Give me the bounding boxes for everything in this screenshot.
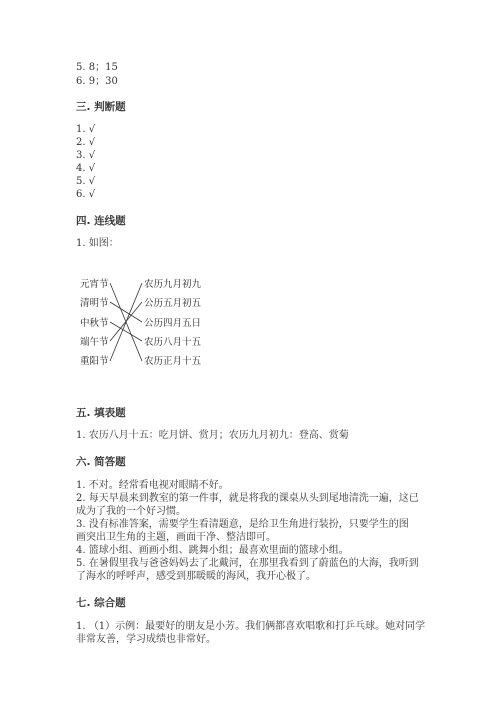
section-heading-fill-table: 五. 填表题 bbox=[76, 407, 126, 419]
date-label: 公历五月初五 bbox=[144, 298, 202, 309]
festival-label: 元宵节 bbox=[80, 279, 109, 290]
comprehensive-line: 1. （1）示例：最要好的朋友是小芳。我们俩都喜欢唱歌和打乒乓球。她对同学 bbox=[76, 621, 426, 632]
date-label: 农历正月十五 bbox=[144, 356, 202, 367]
answer-line-5: 5. 8；15 bbox=[76, 62, 118, 73]
date-label: 公历四月五日 bbox=[144, 318, 202, 329]
short-answer-line: 2. 每天早晨来到教室的第一件事，就是将我的课桌从头到尾地清洗一遍，这已 bbox=[76, 493, 419, 504]
short-answer-line: 3. 没有标准答案，需要学生看清题意，是给卫生角进行装扮，只要学生的图 bbox=[76, 519, 409, 530]
matching-intro: 1. 如图： bbox=[76, 238, 119, 249]
short-answer-line: 画突出卫生角的主题，画面干净、整洁即可。 bbox=[76, 532, 276, 543]
date-label: 农历九月初九 bbox=[144, 279, 202, 290]
match-line bbox=[110, 322, 142, 341]
comprehensive-line: 非常友善，学习成绩也非常好。 bbox=[76, 634, 216, 645]
judgement-item: 2. √ bbox=[76, 137, 96, 148]
date-label: 农历八月十五 bbox=[144, 337, 202, 348]
judgement-item: 5. √ bbox=[76, 176, 96, 187]
section-heading-matching: 四. 连线题 bbox=[76, 215, 126, 227]
short-answer-line: 1. 不对。经常看电视对眼睛不好。 bbox=[76, 480, 229, 491]
festival-label: 清明节 bbox=[80, 298, 109, 309]
answer-line-6: 6. 9；30 bbox=[76, 76, 118, 87]
festival-label: 端午节 bbox=[80, 337, 109, 348]
short-answer-line: 5. 在暑假里我与爸爸妈妈去了北戴河，在那里我看到了蔚蓝色的大海，我听到 bbox=[76, 558, 419, 569]
festival-label: 中秋节 bbox=[80, 318, 109, 329]
judgement-item: 1. √ bbox=[76, 124, 96, 135]
short-answer-line: 4. 篮球小组、画画小组、跳舞小组；最喜欢里面的篮球小组。 bbox=[76, 545, 349, 556]
matching-diagram bbox=[70, 270, 230, 380]
fill-table-answer: 1. 农历八月十五：吃月饼、赏月；农历九月初九：登高、赏菊 bbox=[76, 430, 349, 441]
short-answer-line: 了海水的呼呼声，感受到那暖暖的海风，我开心极了。 bbox=[76, 571, 316, 582]
match-line bbox=[110, 302, 142, 322]
judgement-item: 3. √ bbox=[76, 150, 96, 161]
judgement-item: 4. √ bbox=[76, 163, 96, 174]
section-heading-comprehensive: 七. 综合题 bbox=[76, 597, 126, 609]
section-heading-judgement: 三. 判断题 bbox=[76, 101, 126, 113]
short-answer-line: 成为了我的一个好习惯。 bbox=[76, 506, 186, 517]
section-heading-short-answer: 六. 简答题 bbox=[76, 456, 126, 468]
festival-label: 重阳节 bbox=[80, 356, 109, 367]
judgement-item: 6. √ bbox=[76, 189, 96, 200]
